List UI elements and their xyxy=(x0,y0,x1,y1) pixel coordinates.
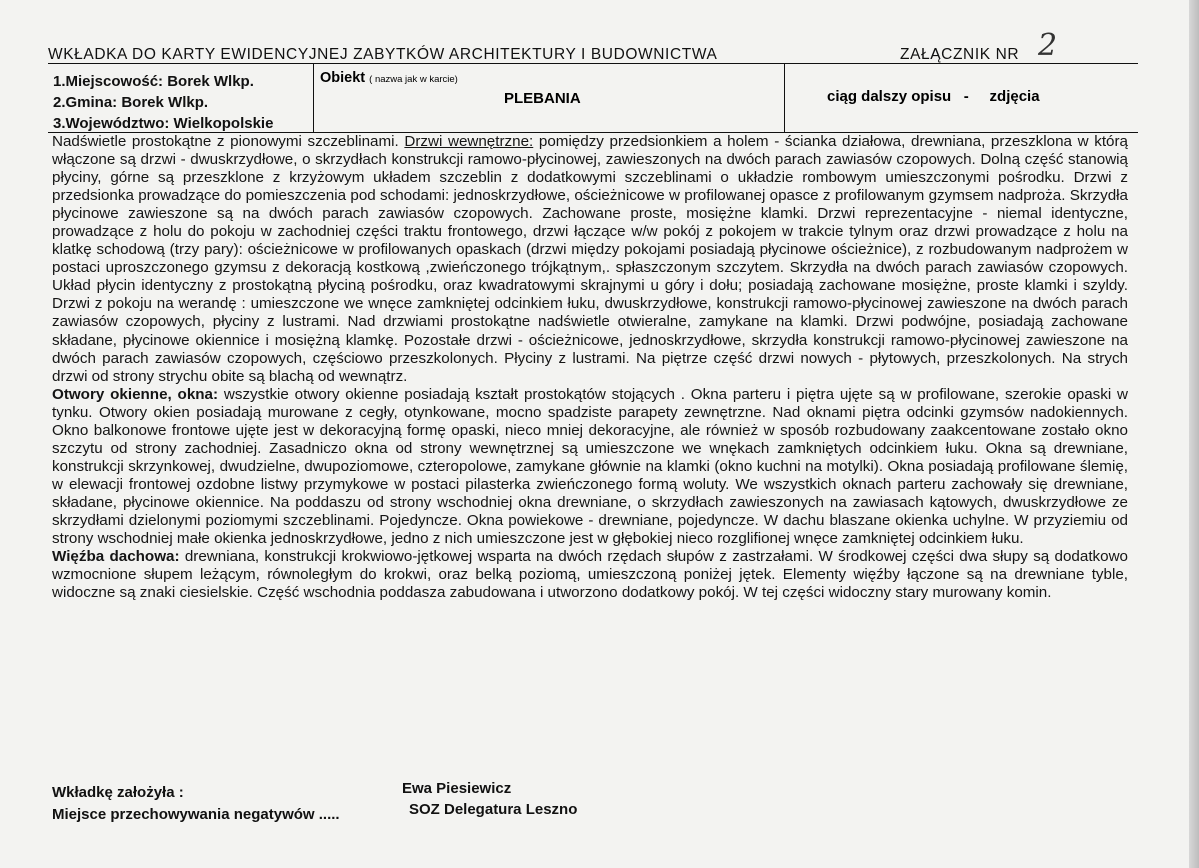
attachment-number: 2 xyxy=(1038,28,1058,63)
continuation-cell xyxy=(785,64,1138,132)
author-name: Ewa Piesiewicz xyxy=(402,780,512,797)
author-label: Wkładkę założyła : xyxy=(52,784,184,801)
attachment-label: ZAŁĄCZNIK NR xyxy=(900,46,1020,63)
doors-text: pomiędzy przedsionkiem a holem - ścianka działowa, drewniana, przeszklona w którą włączone są drzwi - dwuskrzydłowe, o skrzydłach konstrukcji ramowo-płycinowej, zawieszonych na dwóch parach zawiasów czopowych. Dolną część stanowią płyciny, górne są przeszklone z krzyżowym układem szczeblin z dodatkowymi szczeblinami o układzie rombowym umieszczonymi pośrodku. Drzwi z przedsionka prowadzące do pomieszczenia pod schodami: jednoskrzydłowe, ościeżnicowe w profilowanej opasce z profilowanym gzymsem nadproża. Skrzydła płycinowe zawieszone są na dwóch parach zawiasów czopowych. Zachowane proste, mosiężne klamki. Drzwi reprezentacyjne - niemal identyczne, prowadzące z holu do pokoju w zachodniej części traktu frontowego, drzwi łączące w/w pokój z pokojem w trakcie tylnym oraz drzwi prowadzące z holu na klatkę schodową (trzy pary): ościeżnicowe w profilowanych opaskach (drzwi między pokojami posiadają płycinowe ościeżnice), z rozbudowanym nadprożem w postaci uproszczonego gzymsu z dekoracją kostkową ,zwieńczonego trójkątnym,. spłaszczonym szczytem. Skrzydła na dwóch parach zawiasów czopowych. Układ płycin identyczny z prostokątną płyciną pośrodku, oraz kwadratowymi skrajnymi u góry i dołu; posiadają zachowane mosiężne, proste klamki i szyldy. Drzwi z pokoju na werandę : umieszczone we wnęce zamkniętej odcinkiem łuku, dwuskrzydłowe, konstrukcji ramowo-płycinowej zawieszone na dwóch parach zawiasów czopowych, płyciny z lustrami. Nad drzwiami prostokątne nadświetle otwieralne, zamykane na klamki. Drzwi podwójne, posiadają zachowane składane, płycinowe okiennice i mosiężną klamkę. Pozostałe drzwi - ościeżnicowe, jednoskrzydłowe, skrzydła konstrukcji ramowo-płycinowej zawieszone na dwóch parach zawiasów czopowych, częściowo przeszkolonych. Płyciny z lustrami. Na piętrze część drzwi nowych - płytowych, przeszkolonych. Na strych drzwi od strony strychu obite są blachą od wewnątrz. xyxy=(52,133,1128,385)
doors-intro-text: Nadświetle prostokątne z pionowymi szczeblinami. xyxy=(52,133,405,150)
object-cell xyxy=(314,64,785,132)
doors-heading: Drzwi wewnętrzne: xyxy=(404,133,534,150)
scan-edge xyxy=(1189,0,1199,868)
location-cell xyxy=(48,64,314,132)
object-label xyxy=(320,70,458,86)
location-town: 1.Miejscowość: Borek Wlkp. xyxy=(53,73,254,90)
storage-value: SOZ Delegatura Leszno xyxy=(409,801,578,818)
windows-paragraph xyxy=(52,386,1128,548)
object-label-text: Obiekt xyxy=(320,70,366,86)
storage-label: Miejsce przechowywania negatywów ..... xyxy=(52,806,340,823)
location-commune: 2.Gmina: Borek Wlkp. xyxy=(53,94,209,111)
roof-text: drewniana, konstrukcji krokwiowo-jętkowej wsparta na dwóch rzędach słupów z zastrzałami. W środkowej części dwa słupy są dodatkowo wzmocnione słupem leżącym, równoległym do krokwi, oraz belką poziomą, umieszczoną poniżej jętek. Elementy więźby łączone są na drewniane tyble, widoczne są znaki ciesielskie. Część wschodnia poddasza zabudowana i utworzono dodatkowy pokój. W tej części widoczny stary murowany komin. xyxy=(52,548,1128,602)
roof-heading: Więźba dachowa: xyxy=(52,548,180,566)
document-title: WKŁADKA DO KARTY EWIDENCYJNEJ ZABYTKÓW ARCHITEKTURY I BUDOWNICTWA xyxy=(48,46,718,63)
header-table xyxy=(48,63,1138,133)
description-body xyxy=(52,133,1128,602)
title-row xyxy=(48,28,1138,63)
windows-text: wszystkie otwory okienne posiadają kształt prostokątów stojących . Okna parteru i piętra ujęte są w profilowane, szerokie opaski w tynku. Otwory okien posiadają murowane z cegły, otynkowane, mocno spadziste parapety zewnętrzne. Nad oknami piętra odcinki gzymsów nadokiennych. Okno balkonowe frontowe ujęte jest w dekoracyjną formę opaski, nieco mniej dekoracyjne, ale również w sposób rozbudowany zaakcentowane zostało okno szczytu od strony zachodniej. Zasadniczo okna od strony wewnętrznej są umieszczone we wnękach zamkniętych odcinkiem łuku. Okna są drewniane, konstrukcji skrzynkowej, dwudzielne, dwupoziomowe, czteropolowe, zamykane głównie na klamki (okno kuchni na motylki). Okna posiadają profilowane ślemię, w elewacji frontowej ozdobne listwy przymykowe w postaci pilasterka zwieńczonego formą woluty. We wszystkich oknach parteru zachowały się drewniane, składane, płycinowe okiennice. Na poddaszu od strony wschodniej okna drewniane, o skrzydłach zawieszonych na zawiasach kątowych, dwuskrzydłowe ze skrzydłami dzielonymi poziomymi szczeblinami. Pojedyncze. Okna powiekowe - drewniane, pojedyncze. W dachu blaszane okienka uchylne. W przyziemiu od strony wschodniej małe okienka jednoskrzydłowe, jedno z nich umieszczone jest w głębokiej nieco rozglifionej wnęce zamkniętej odcinkiem łuku. xyxy=(52,385,1129,548)
doors-paragraph xyxy=(52,133,1128,386)
windows-heading: Otwory okienne, okna: xyxy=(52,385,219,403)
roof-paragraph xyxy=(52,548,1128,602)
object-label-note: ( nazwa jak w karcie) xyxy=(369,74,458,85)
object-name: PLEBANIA xyxy=(504,90,581,107)
location-voivodeship: 3.Województwo: Wielkopolskie xyxy=(53,115,274,132)
continuation-text: ciąg dalszy opisu - zdjęcia xyxy=(827,88,1040,105)
